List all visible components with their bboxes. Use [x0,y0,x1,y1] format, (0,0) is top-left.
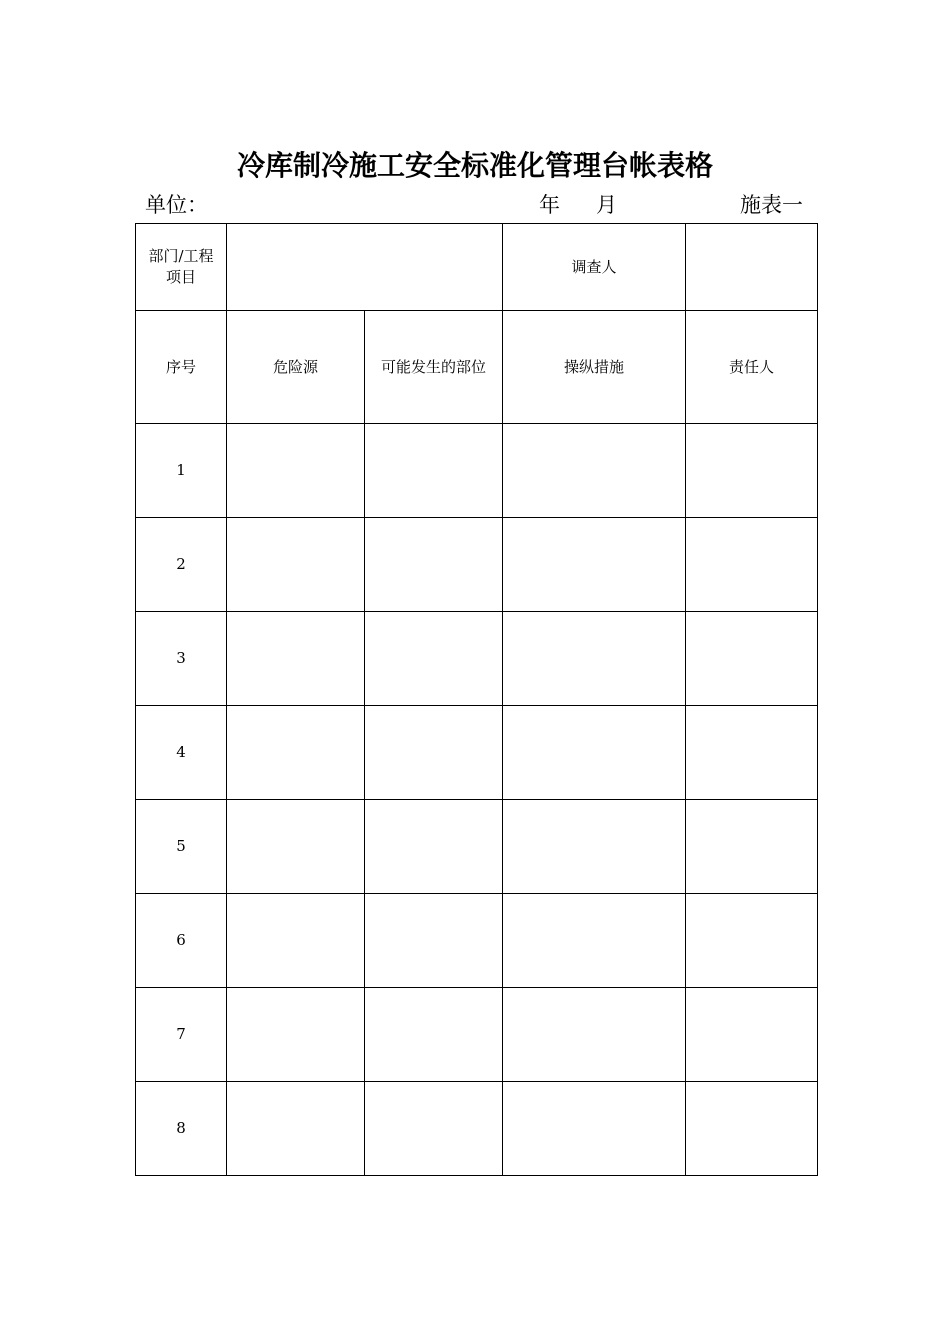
owner-cell[interactable] [686,800,818,894]
info-row [136,224,818,311]
location-cell[interactable] [365,612,503,706]
location-cell[interactable] [365,800,503,894]
location-cell[interactable] [365,988,503,1082]
measures-cell[interactable] [503,988,686,1082]
hazard-cell[interactable] [227,424,365,518]
year-label: 年 [539,193,560,217]
col-header-no: 序号 [136,311,227,424]
col-header-owner: 责任人 [686,311,818,424]
hazard-cell[interactable] [227,800,365,894]
table-row [136,988,818,1082]
investigator-label-cell: 调查人 [503,224,686,311]
table-row [136,612,818,706]
table-row [136,424,818,518]
measures-cell[interactable] [503,1082,686,1176]
row-number: 2 [136,518,227,612]
table-row [136,518,818,612]
measures-cell[interactable] [503,612,686,706]
dept-value-cell[interactable] [227,224,503,311]
measures-cell[interactable] [503,706,686,800]
row-number: 1 [136,424,227,518]
owner-cell[interactable] [686,518,818,612]
row-number: 6 [136,894,227,988]
col-header-hazard: 危险源 [227,311,365,424]
hazard-cell[interactable] [227,988,365,1082]
ledger-table [135,223,818,1176]
location-cell[interactable] [365,894,503,988]
month-label: 月 [596,193,617,217]
owner-cell[interactable] [686,706,818,800]
dept-label-line2: 项目 [165,268,196,286]
owner-cell[interactable] [686,612,818,706]
hazard-cell[interactable] [227,1082,365,1176]
unit-label: 单位： [145,193,208,217]
col-header-measures: 操纵措施 [503,311,686,424]
owner-cell[interactable] [686,1082,818,1176]
row-number: 5 [136,800,227,894]
location-cell[interactable] [365,1082,503,1176]
table-row [136,894,818,988]
measures-cell[interactable] [503,518,686,612]
location-cell[interactable] [365,424,503,518]
hazard-cell[interactable] [227,706,365,800]
measures-cell[interactable] [503,894,686,988]
table-row [136,800,818,894]
table-row [136,1082,818,1176]
row-number: 7 [136,988,227,1082]
owner-cell[interactable] [686,894,818,988]
location-cell[interactable] [365,706,503,800]
form-number: 施表一 [740,193,803,217]
table-row [136,706,818,800]
row-number: 4 [136,706,227,800]
dept-label-cell [136,224,227,311]
header-row [136,311,818,424]
investigator-value-cell[interactable] [686,224,818,311]
row-number: 3 [136,612,227,706]
dept-label-line1: 部门/工程 [148,247,214,265]
form-subheader [0,190,950,220]
hazard-cell[interactable] [227,894,365,988]
location-cell[interactable] [365,518,503,612]
owner-cell[interactable] [686,424,818,518]
page-title: 冷库制冷施工安全标准化管理台帐表格 [236,149,713,182]
measures-cell[interactable] [503,424,686,518]
col-header-location: 可能发生的部位 [365,311,503,424]
hazard-cell[interactable] [227,612,365,706]
owner-cell[interactable] [686,988,818,1082]
measures-cell[interactable] [503,800,686,894]
row-number: 8 [136,1082,227,1176]
hazard-cell[interactable] [227,518,365,612]
